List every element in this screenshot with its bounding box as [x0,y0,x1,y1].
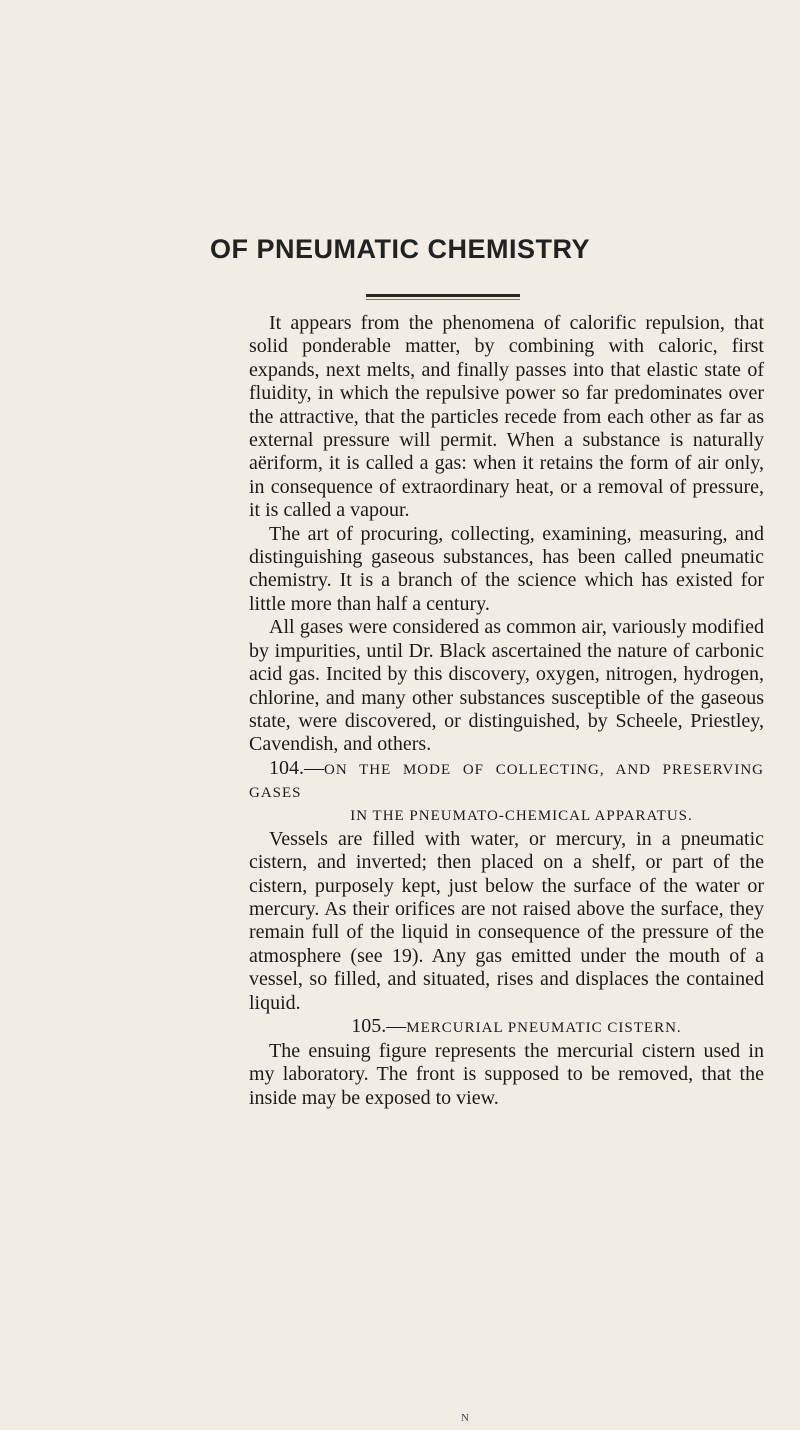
body-text [249,312,764,1110]
page-title: OF PNEUMATIC CHEMISTRY [210,234,590,264]
paragraph-intro: It appears from the phenomena of calorific repulsion, that solid ponderable matter, by combining with caloric, first expands, next melts, and finally passes into that elastic state of fluidity, in which the repulsive power so far predominates over the attractive, that the particles recede from each other as far as external pressure will permit. When a substance is naturally aëriform, it is called a gas: when it retains the form of air only, in consequence of extraordinary heat, or a removal of pressure, it is called a vapour. [249,312,764,522]
section-104-text: Vessels are filled with water, or mercury, in a pneumatic cistern, and inverted; then placed on a shelf, or part of the cistern, purposely kept, just below the surface of the water or mercury. As their orifices are not raised above the surface, they remain full of the liquid in consequence of the pressure of the atmosphere (see 19). Any gas emitted under the mouth of a vessel, so filled, and situated, rises and displaces the contained liquid. [249,827,764,1014]
section-105-heading [249,1015,764,1040]
signature-mark: N [461,1412,469,1424]
paragraph-history: All gases were considered as common air, variously modified by impurities, until Dr. Black ascertained the nature of carbonic acid gas. Incited by this discovery, oxygen, nitrogen, hydrogen, chlorine, and many other substances susceptible of the gaseous state, were discovered, or distinguished, by Scheele, Priestley, Cavendish, and others. [249,616,764,756]
section-104-dash: — [304,756,324,779]
section-104-heading-line2: IN THE PNEUMATO-CHEMICAL APPARATUS. [350,807,693,824]
title-rule [366,294,520,297]
title-rule-thin [366,299,520,300]
section-104-number: 104. [269,756,304,779]
section-104-heading [249,757,764,828]
section-105-heading-text: MERCURIAL PNEUMATIC CISTERN. [406,1019,682,1036]
section-105-number: 105. [351,1014,387,1037]
section-104-heading-line1: ON THE MODE OF COLLECTING, AND PRESERVING GASES [249,761,764,801]
section-105-text: The ensuing figure represents the mercurial cistern used in my laboratory. The front is supposed to be removed, that the inside may be exposed to view. [249,1039,764,1109]
section-105-dash: — [386,1014,407,1037]
paragraph-art: The art of procuring, collecting, examining, measuring, and distinguishing gaseous substances, has been called pneumatic chemistry. It is a branch of the science which has existed for little more than half a century. [249,522,764,615]
